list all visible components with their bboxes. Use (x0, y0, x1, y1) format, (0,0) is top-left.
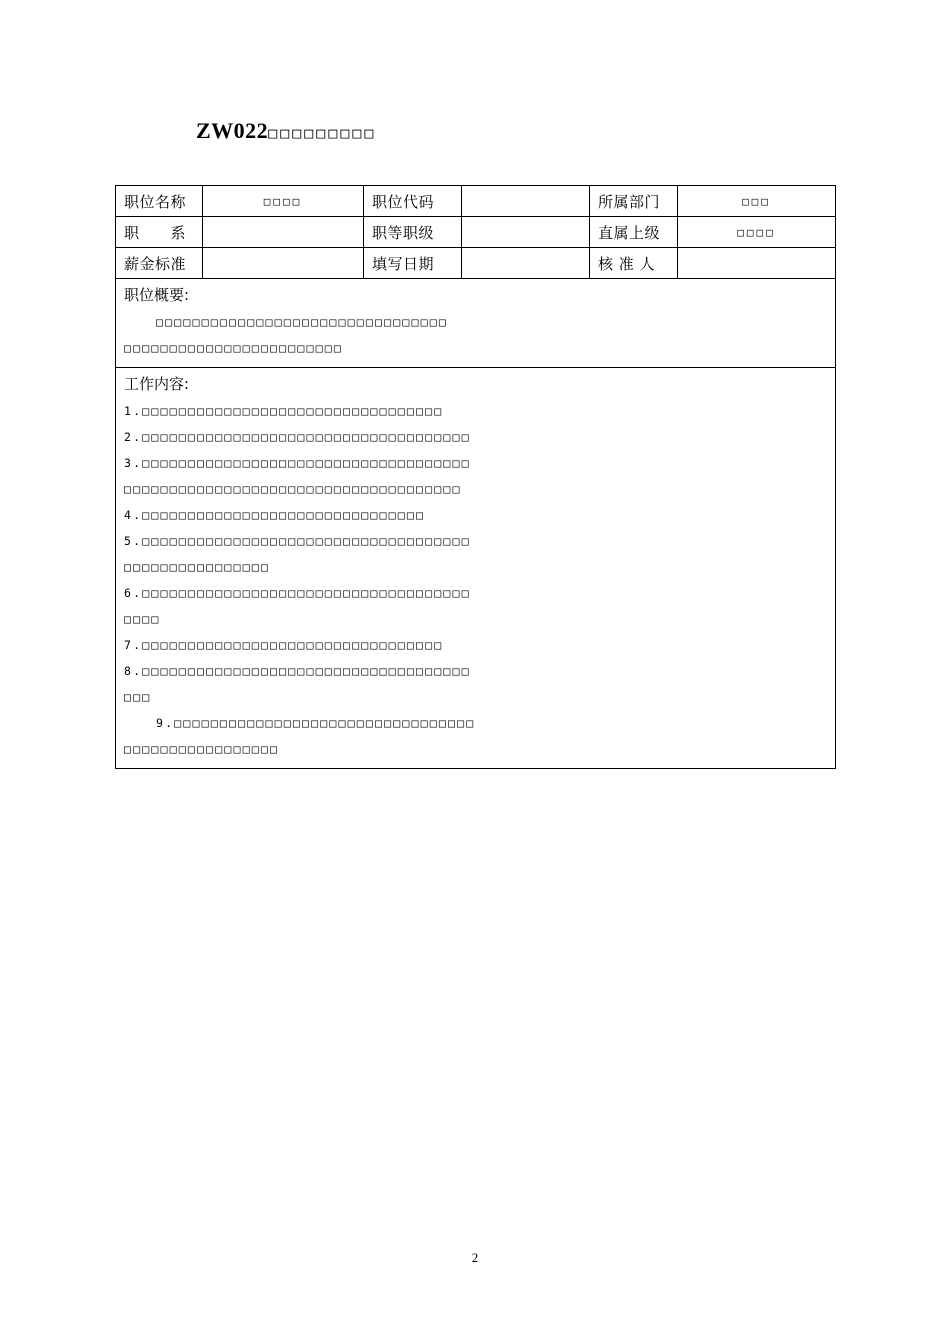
work-line: □□□□□□□□□□□□□□□□ (124, 560, 270, 574)
work-line: 6.□□□□□□□□□□□□□□□□□□□□□□□□□□□□□□□□□□□□ (124, 586, 471, 600)
supervisor-label: 直属上级 (590, 217, 678, 248)
work-line: □□□□ (124, 612, 161, 626)
job-description-table (115, 185, 836, 769)
job-family-value (203, 217, 364, 248)
work-heading: 工作内容: (124, 375, 190, 393)
summary-section (116, 279, 836, 368)
document-title (196, 118, 376, 144)
work-line: □□□ (124, 690, 152, 704)
summary-line: □□□□□□□□□□□□□□□□□□□□□□□□ (124, 341, 343, 355)
table-row (116, 186, 836, 217)
supervisor-value: □□□□ (678, 217, 836, 248)
table-row (116, 368, 836, 769)
work-line: 8.□□□□□□□□□□□□□□□□□□□□□□□□□□□□□□□□□□□□ (124, 664, 471, 678)
position-code-value (462, 186, 590, 217)
summary-heading: 职位概要: (124, 286, 190, 304)
work-line: 9.□□□□□□□□□□□□□□□□□□□□□□□□□□□□□□□□□ (156, 716, 476, 730)
position-name-value: □□□□ (203, 186, 364, 217)
fill-date-value (462, 248, 590, 279)
work-line: 1.□□□□□□□□□□□□□□□□□□□□□□□□□□□□□□□□□ (124, 404, 444, 418)
grade-level-label: 职等职级 (364, 217, 462, 248)
position-name-label: 职位名称 (116, 186, 203, 217)
title-code: ZW022 (196, 118, 269, 143)
work-line: 5.□□□□□□□□□□□□□□□□□□□□□□□□□□□□□□□□□□□□ (124, 534, 471, 548)
department-label: 所属部门 (590, 186, 678, 217)
title-text: □□□□□□□□□ (268, 124, 377, 142)
table-row (116, 248, 836, 279)
work-line: 2.□□□□□□□□□□□□□□□□□□□□□□□□□□□□□□□□□□□□ (124, 430, 471, 444)
department-value: □□□ (678, 186, 836, 217)
work-line: □□□□□□□□□□□□□□□□□□□□□□□□□□□□□□□□□□□□□ (124, 482, 462, 496)
approver-label: 核 准 人 (590, 248, 678, 279)
approver-value (678, 248, 836, 279)
table-row (116, 279, 836, 368)
work-content-section (116, 368, 836, 769)
page-number: 2 (471, 1250, 479, 1265)
grade-level-value (462, 217, 590, 248)
fill-date-label: 填写日期 (364, 248, 462, 279)
work-line: 3.□□□□□□□□□□□□□□□□□□□□□□□□□□□□□□□□□□□□ (124, 456, 471, 470)
table-row (116, 217, 836, 248)
salary-label: 薪金标准 (116, 248, 203, 279)
work-line: □□□□□□□□□□□□□□□□□ (124, 742, 280, 756)
work-line: 4.□□□□□□□□□□□□□□□□□□□□□□□□□□□□□□□ (124, 508, 426, 522)
job-family-label: 职 系 (116, 217, 203, 248)
position-code-label: 职位代码 (364, 186, 462, 217)
salary-value (203, 248, 364, 279)
summary-line: □□□□□□□□□□□□□□□□□□□□□□□□□□□□□□□□ (156, 315, 448, 329)
work-line: 7.□□□□□□□□□□□□□□□□□□□□□□□□□□□□□□□□□ (124, 638, 444, 652)
